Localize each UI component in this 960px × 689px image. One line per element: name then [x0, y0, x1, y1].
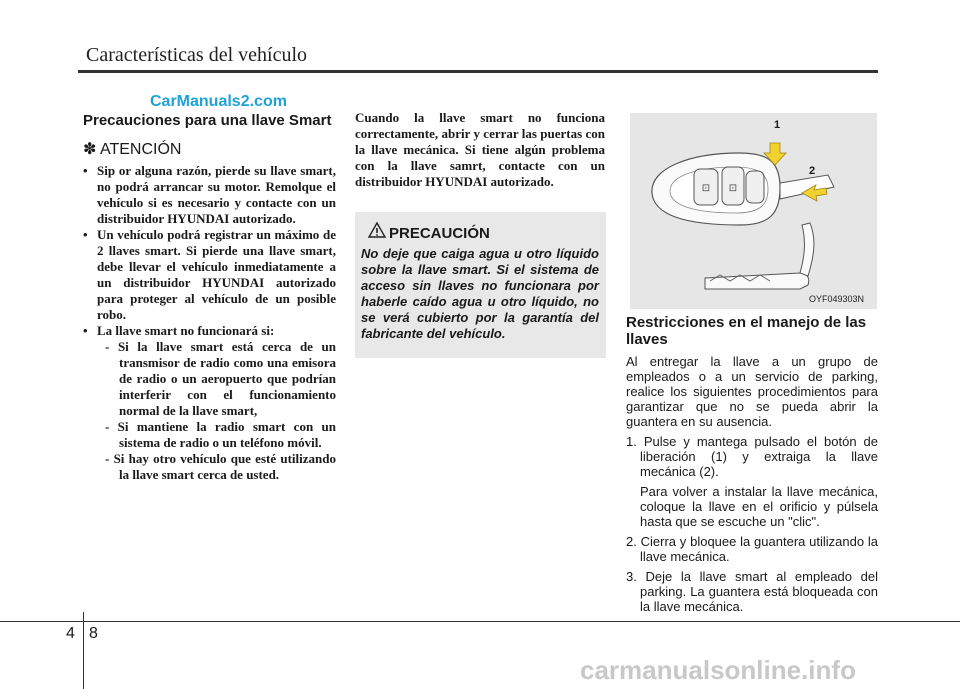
- footer-divider: [83, 612, 84, 689]
- step-1: 1. Pulse y mantega pulsado el botón de liberación (1) y extraiga la llave mecánica (2).: [626, 434, 878, 479]
- step-3: 3. Deje la llave smart al empleado del parking. La guantera está bloqueada con la llave mecánica.: [626, 569, 878, 614]
- caution-text: No deje que caiga agua u otro líquido sobre la llave smart. Si el sistema de acceso sin llaves no funcionara por haberle caído agua u otro líquido, no se verá cubierto por la garantía del fabricante del vehículo.: [361, 246, 599, 341]
- section-heading-restrictions: Restricciones en el manejo de las llaves: [626, 314, 867, 348]
- mechanical-key-paragraph: Cuando la llave smart no funciona correctamente, abrir y cerrar las puertas con la llave mecánica. Si tiene algún problema con la llave samrt, contacte con un distribuidor HYUNDAI autorizado.: [355, 110, 605, 189]
- attention-text: ATENCIÓN: [99, 141, 182, 158]
- middle-column: [355, 110, 605, 190]
- step-2: 2. Cierra y bloquee la guantera utilizando la llave mecánica.: [626, 534, 878, 564]
- sub-list-item: - Si mantiene la radio smart con un sistema de radio o un teléfono móvil.: [105, 419, 336, 450]
- list-item: • Un vehículo podrá registrar un máximo de 2 llaves smart. Si pierde una llave smart, debe llevar el vehículo inmediatamente a un distribuidor HYUNDAI autorizado para proteger al vehículo de un posible robo.: [83, 227, 336, 322]
- smart-key-figure: [630, 113, 877, 309]
- page-number: 8: [89, 625, 98, 642]
- warning-triangle-icon: [368, 222, 386, 238]
- callout-1-label: 1: [774, 119, 781, 131]
- top-watermark[interactable]: CarManuals2.com: [150, 93, 287, 110]
- right-column: [626, 314, 878, 619]
- step-1-note: Para volver a instalar la llave mecánica, coloque la llave en el orificio y púlsela hasta que se escuche un "clic".: [640, 484, 878, 529]
- page-header-title: Características del vehículo: [86, 44, 308, 66]
- asterisk-icon: ✽: [83, 141, 97, 158]
- sub-list: [97, 339, 336, 483]
- left-column: [83, 112, 336, 483]
- svg-text:⊡: ⊡: [701, 183, 711, 194]
- sub-list-item: - Si hay otro vehículo que esté utilizando la llave smart cerca de usted.: [105, 451, 336, 482]
- footer-rule: [0, 621, 960, 622]
- caution-title: PRECAUCIÓN: [389, 225, 490, 242]
- chapter-number: 4: [66, 625, 75, 642]
- header-rule: [78, 70, 878, 73]
- list-item: • La llave smart no funcionará si: - Si la llave smart está cerca de un transmisor de radio como una emisora de radio o un aeropuerto que podrían interferir con el funcionamiento normal de la llave smart, - Si mantiene la radio smart con un sistema de radio o un teléfono móvil. - Si hay otro vehículo que esté utilizando la llave smart cerca de usted.: [83, 323, 336, 482]
- smart-key-illustration: [630, 113, 877, 309]
- attention-label: [83, 139, 336, 159]
- svg-text:⊡: ⊡: [728, 183, 738, 194]
- intro-paragraph: Al entregar la llave a un grupo de empleados o a un servicio de parking, realice los siguientes procedimientos para garantizar que no se pueda abrir la guantera en su ausencia.: [626, 354, 878, 429]
- section-heading-precautions: Precauciones para una llave Smart: [83, 112, 332, 129]
- callout-2-label: 2: [809, 165, 816, 177]
- attention-list: [83, 163, 336, 483]
- sub-list-item: - Si la llave smart está cerca de un transmisor de radio como una emisora de radio o un aeropuerto que podrían interferir con el funcionamiento normal de la llave smart,: [105, 339, 336, 418]
- bottom-watermark[interactable]: carmanualsonline.info: [580, 655, 856, 685]
- figure-caption: OYF049303N: [809, 294, 865, 304]
- list-item: • Sip or alguna razón, pierde su llave smart, no podrá arrancar su motor. Remolque el vehículo si es necesario y contacte con un distribuidor HYUNDAI autorizado.: [83, 163, 336, 226]
